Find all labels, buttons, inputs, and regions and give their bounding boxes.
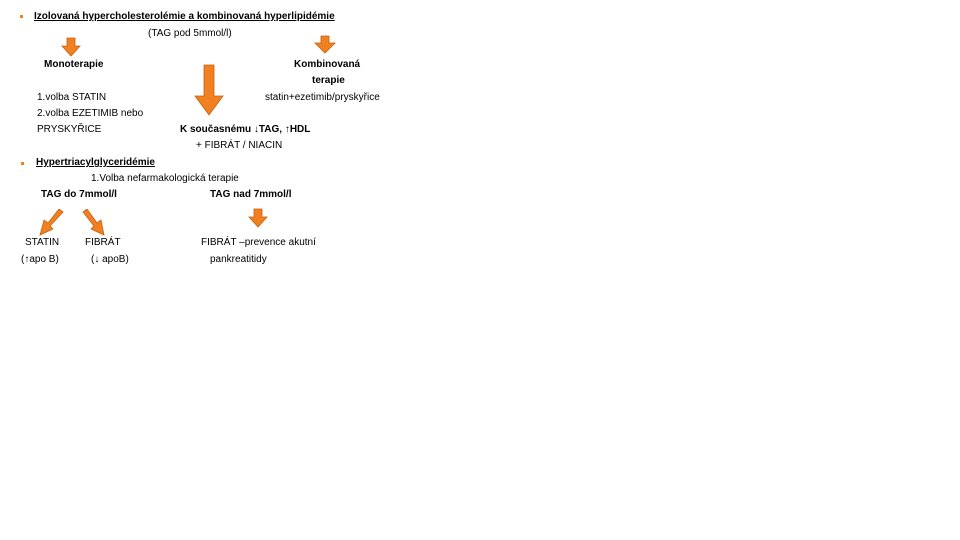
center-line1: K současnému ↓TAG, ↑HDL [180, 124, 311, 135]
section1-subheading: (TAG pod 5mmol/l) [148, 28, 232, 39]
combined-title-line1: Kombinovaná [294, 59, 361, 70]
combined-title-line2: terapie [312, 75, 345, 86]
section1-heading: Izolovaná hypercholesterolémie a kombinovaná hyperlipidémie [34, 11, 335, 22]
left-title: TAG do 7mmol/l [41, 189, 117, 200]
arrow-down-icon [248, 208, 268, 228]
bullet-icon [21, 162, 24, 165]
mono-line1: 1.volba STATIN [37, 92, 107, 103]
right-title: TAG nad 7mmol/l [210, 189, 292, 200]
fibrat-note: (↓ apoB) [91, 254, 129, 265]
arrow-down-right-icon [81, 209, 107, 237]
arrow-down-left-icon [38, 209, 66, 237]
arrow-down-icon [194, 64, 224, 116]
center-line2: + FIBRÁT / NIACIN [196, 140, 283, 151]
monotherapy-title: Monoterapie [44, 59, 104, 70]
arrow-down-icon [61, 37, 81, 57]
combined-detail: statin+ezetimib/pryskyřice [265, 92, 380, 103]
statin-label: STATIN [25, 237, 60, 248]
arrow-down-icon [314, 35, 336, 54]
fibrat-label: FIBRÁT [85, 237, 121, 248]
bullet-icon [20, 15, 23, 18]
mono-line2: 2.volba EZETIMIB nebo [37, 108, 144, 119]
right-line2: pankreatitidy [210, 254, 267, 265]
section2-subheading: 1.Volba nefarmakologická terapie [91, 173, 239, 184]
right-line1: FIBRÁT –prevence akutní [201, 237, 316, 248]
section2-heading: Hypertriacylglyceridémie [36, 157, 155, 168]
mono-line3: PRYSKYŘICE [37, 124, 102, 135]
statin-note: (↑apo B) [21, 254, 59, 265]
